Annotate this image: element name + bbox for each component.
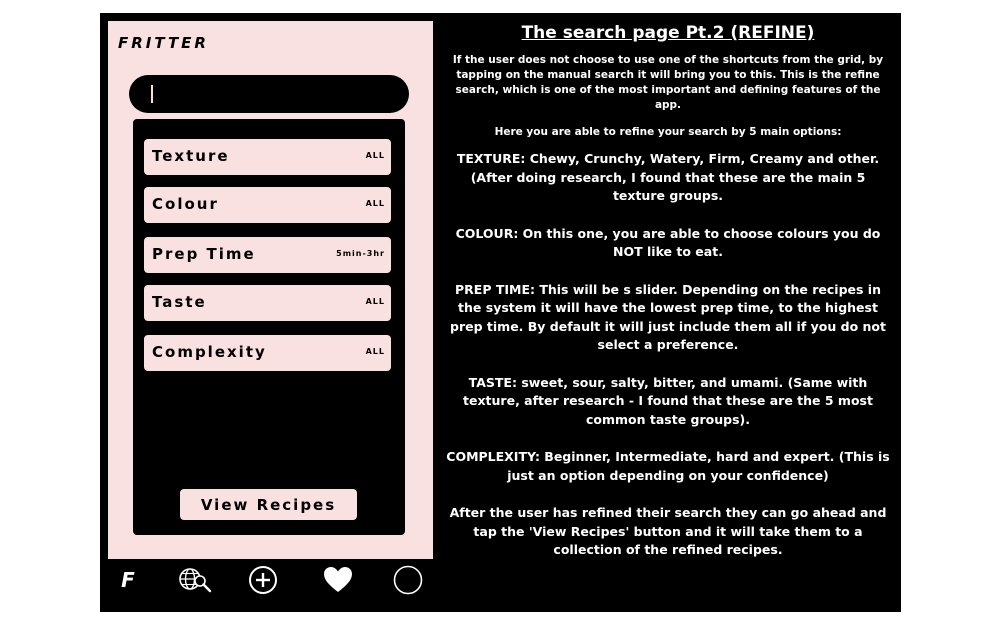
home-icon[interactable] [110,565,146,595]
colour-text: COLOUR: On this one, you are able to choose colours you do NOT like to eat. [455,225,881,259]
description-panel [446,23,890,579]
page-title: The search page Pt.2 (REFINE) [521,23,815,43]
profile-circle-icon[interactable] [390,565,426,595]
outro-text: After the user has refined their search they can go ahead and tap the 'View Recipes' button and it will take them to a collection of the refined recipes. [449,505,887,557]
prep-time-text: PREP TIME: This will be s slider. Depending on the recipes in the system it will have the lowest prep time, to the highest prep time. By default it will just include them all if you do not select a preference. [450,281,886,352]
filter-value: ALL [365,347,385,356]
filter-panel [133,119,405,535]
options-intro-text: Here you are able to refine your search by 5 main options: [494,126,842,138]
filter-taste[interactable] [144,285,391,321]
add-circle-svg [248,565,278,595]
filter-value: ALL [365,297,385,306]
filter-label: Texture [152,147,230,165]
filter-value: ALL [365,151,385,160]
filter-label: Complexity [152,343,267,361]
search-input[interactable] [129,75,409,113]
filter-texture[interactable] [144,139,391,175]
add-circle-icon[interactable] [245,565,281,595]
heart-icon[interactable] [320,565,356,595]
app-logo: FRITTER [118,34,209,52]
filter-label: Colour [152,195,219,213]
filter-value: 5min-3hr [336,249,385,258]
filter-complexity[interactable] [144,335,391,371]
phone-screen [108,21,433,559]
taste-text: TASTE: sweet, sour, salty, bitter, and umami. (Same with texture, after research - I found that these are the 5 most common taste groups). [463,374,873,427]
filter-colour[interactable] [144,187,391,223]
texture-text: TEXTURE: Chewy, Crunchy, Watery, Firm, Creamy and other. (After doing research, I found that these are the main 5 texture groups. [456,151,880,203]
filter-value: ALL [365,199,385,208]
text-cursor [151,85,153,103]
filter-label: Prep Time [152,245,256,263]
intro-text: If the user does not choose to use one of the shortcuts from the grid, by tapping on the manual search it will bring you to this. This is the refine search, which is one of the most important and defining features of the app. [452,54,884,111]
filter-label: Taste [152,293,207,311]
heart-svg [323,566,353,594]
view-recipes-button[interactable]: View Recipes [180,489,357,520]
complexity-text: COMPLEXITY: Beginner, Intermediate, hard and expert. (This is just an option depending on your confidence) [446,449,890,483]
search-globe-icon[interactable] [177,565,213,595]
presentation-board [100,13,901,612]
search-globe-svg [177,566,213,594]
home-logo-letter: F [121,568,135,592]
profile-circle-svg [393,565,423,595]
filter-prep-time[interactable] [144,237,391,273]
